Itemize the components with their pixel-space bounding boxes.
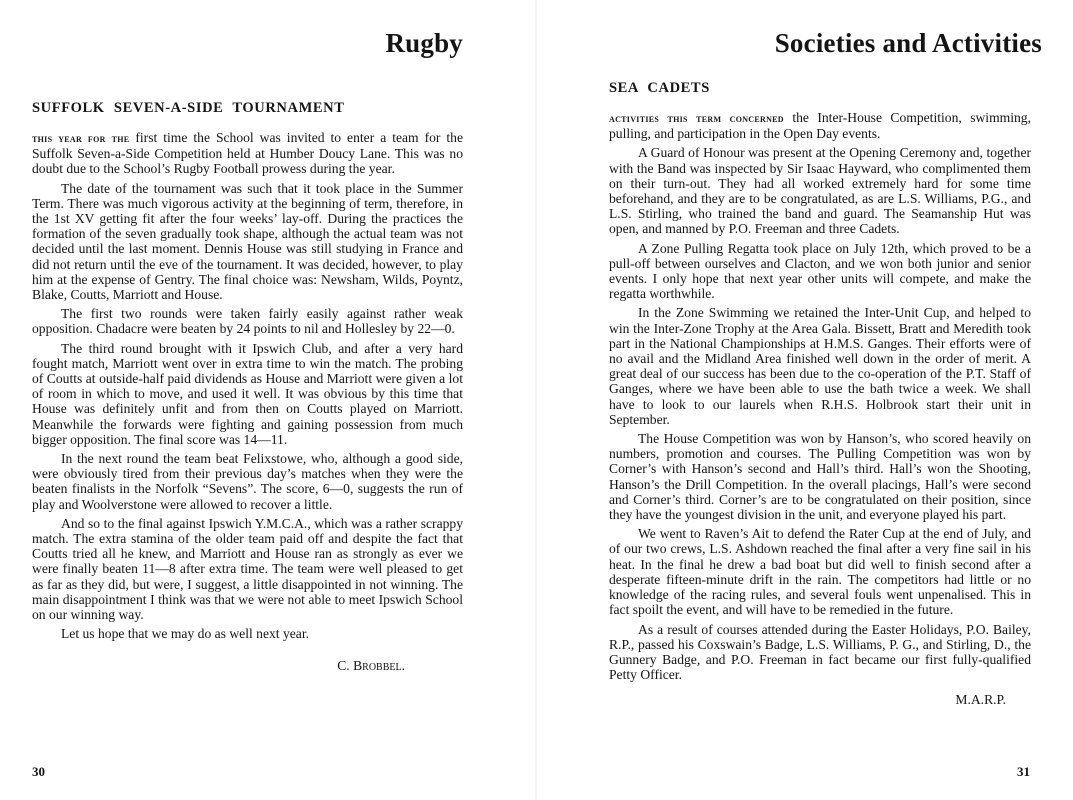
article-column	[609, 80, 1031, 708]
page-31-societies	[536, 0, 1073, 800]
page-title: Rugby	[385, 28, 463, 59]
lead-smallcaps: activities this term concerned	[609, 111, 784, 125]
author-signature: M.A.R.P.	[955, 692, 1006, 708]
page-number: 31	[1017, 764, 1030, 779]
paragraph: As a result of courses attended during the Easter Holidays, P.O. Bailey, R.P., passed his Coxswain’s Badge, L.S. Williams, P. G., and Stirling, D., the Gunnery Badge, and P.O. Freeman in fact became our first fully-qualified Petty Officer.	[609, 621, 1031, 683]
paragraph: We went to Raven’s Ait to defend the Rater Cup at the end of July, and of our two crews, L.S. Ashdown reached the final after a very fine sail in his heat. In the final he drew a bad boat but did well to finish second after a desperate fifteen-minute drift in the rain. The competitors had little or no knowledge of the racing rules, and several fouls went unpenalised. This in fact spoilt the event, and will have to be remedied in the future.	[609, 526, 1031, 618]
article-column	[32, 100, 463, 674]
page-title: Societies and Activities	[774, 28, 1042, 59]
paragraph-text: the Inter-House Competition, swimming, pulling, and participation in the Open Day events.	[609, 110, 1031, 142]
author-signature: C. Brobbel.	[337, 657, 405, 673]
paragraph: The date of the tournament was such that it took place in the Summer Term. There was much vigorous activity at the beginning of term, therefore, in the 1st XV getting fit after the four weeks’ lay-off. During the practices the formation of the seven gradually took shape, although the actual team was not decided until the last moment. Dennis House was still studying in France and did not return until the eve of the tournament. It was decided, however, to play him at the expense of Gentry. The final choice was: Newsham, Wilds, Poyntz, Blake, Coutts, Marriott and House.	[32, 180, 463, 303]
paragraph-text: first time the School was invited to enter a team for the Suffolk Seven-a-Side Competition held at Humber Doucy Lane. This was no doubt due to the School’s Rugby Football prowess during the year.	[32, 130, 464, 177]
lead-smallcaps: this year for the	[32, 131, 130, 145]
lead-paragraph	[609, 110, 1031, 141]
paragraph: The House Competition was won by Hanson’s, who scored heavily on numbers, promotion and courses. The Pulling Competition was won by Corner’s with Hanson’s second and Hall’s third. Hall’s won the Shooting, Hanson’s the Drill Competition. In the overall placings, Hall’s were second and Corner’s third. Corner’s are to be congratulated on their position, since they have the youngest division in the unit, and everyone played his part.	[609, 431, 1031, 523]
paragraph: In the next round the team beat Felixstowe, who, although a good side, were obviously tired from their previous day’s matches when they were the beaten finalists in the Norfolk “Sevens”. The score, 6—0, suggests the run of play and Woolverstone were allowed to recover a little.	[32, 451, 463, 512]
page-30-rugby	[0, 0, 536, 800]
lead-paragraph	[32, 130, 463, 177]
paragraph: Let us hope that we may do as well next year.	[61, 626, 310, 642]
paragraph: The third round brought with it Ipswich Club, and after a very hard fought match, Marriott went over in extra time to win the match. The probing of Coutts at outside-half paid dividends as House and Marriott were given a lot of room in which to move, and used it well. It was obvious by this time that House was definitely unfit and from then on Coutts played on Marriott. Meanwhile the forwards were fighting and gaining possession from much bigger opposition. The final score was 14—11.	[32, 340, 463, 447]
paragraph: A Guard of Honour was present at the Opening Ceremony and, together with the Band was inspected by Sir Isaac Hayward, who complimented them on their turn-out. They had all worked extremely hard for some time beforehand, and they are to be congratulated, as are L.S. Williams, P.G., and L.S. Stirling, who trained the band and guard. The Seamanship Hut was open, and manned by P.O. Freeman and three Cadets.	[609, 145, 1031, 237]
section-heading: SEA CADETS	[609, 80, 710, 96]
section-heading: SUFFOLK SEVEN-A-SIDE TOURNAMENT	[32, 100, 345, 116]
paragraph: A Zone Pulling Regatta took place on July 12th, which proved to be a pull-off between ourselves and Clacton, and we won both junior and senior events. I only hope that next year other units will compete, and make the regatta worthwhile.	[609, 240, 1031, 302]
paragraph: In the Zone Swimming we retained the Inter-Unit Cup, and helped to win the Inter-Zone Trophy at the Area Gala. Bissett, Bratt and Meredith took part in the National Championships at H.M.S. Ganges. Their efforts were of no avail and the Midland Area finished well down in the order of merit. A great deal of our success has been due to the co-operation of the P.T. Staff of Ganges, where we have been able to use the bath twice a week. We shall have to look to our laurels when R.H.S. Holbrook start their unit in September.	[609, 305, 1031, 427]
paragraph: The first two rounds were taken fairly easily against rather weak opposition. Chadacre were beaten by 24 points to nil and Hollesley by 22—0.	[32, 306, 463, 337]
paragraph: And so to the final against Ipswich Y.M.C.A., which was a rather scrappy match. The extra stamina of the older team paid off and despite the fact that Coutts tried all he knew, and Marriott and House ran as strongly as ever we were finally beaten 11—8 after extra time. The team were well pleased to get as far as they did, but were, I suggest, a little disappointed in not winning. The main disappointment I think was that we were not able to meet Ipswich School on our winning way.	[32, 515, 463, 623]
page-number: 30	[32, 764, 45, 779]
